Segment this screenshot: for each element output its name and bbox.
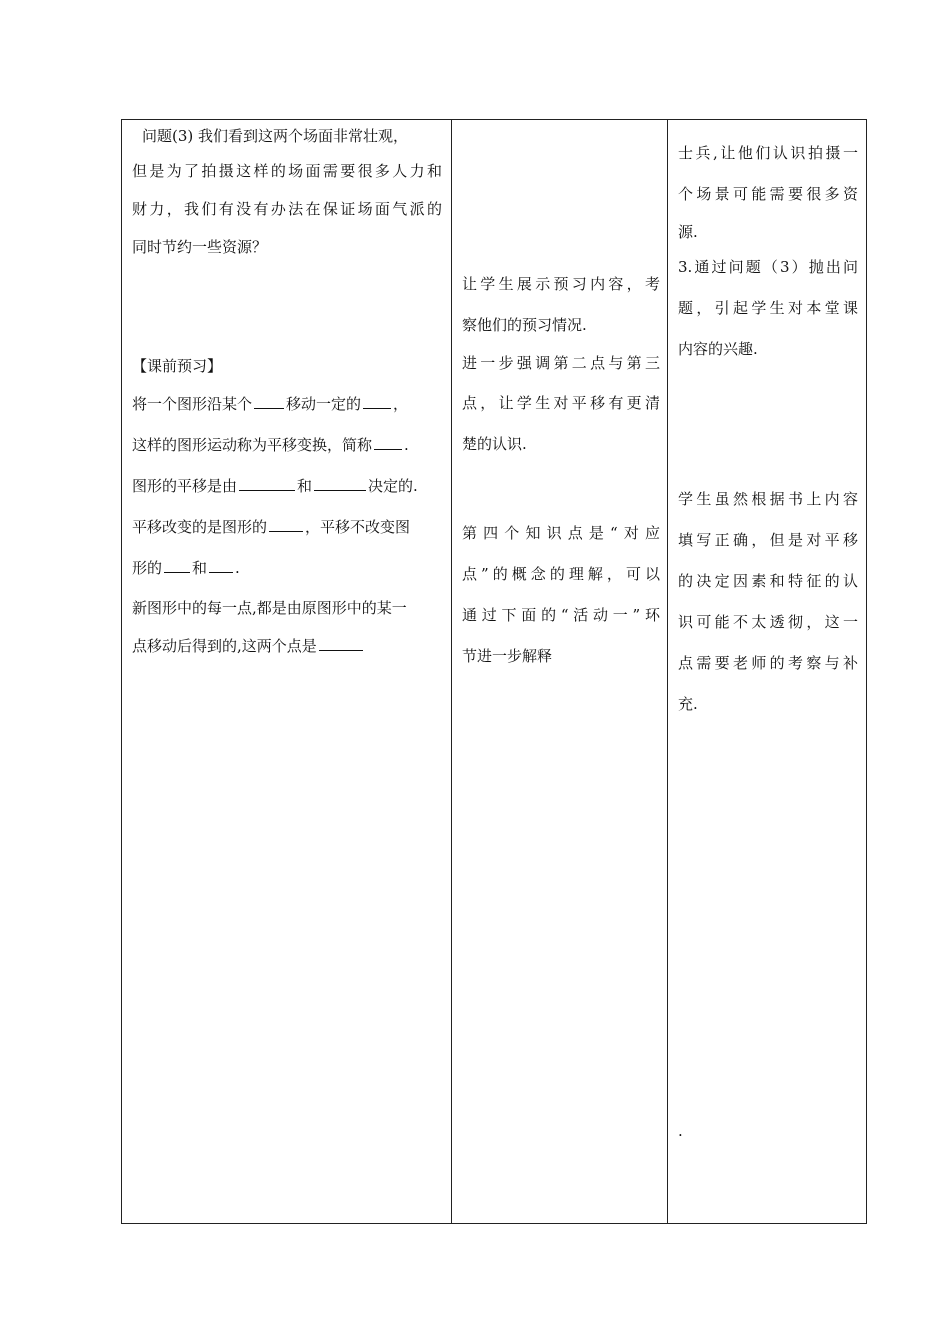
- activity-line: 第四个知识点是“对应: [462, 524, 660, 542]
- activity-line: 让学生展示预习内容，考: [462, 275, 660, 293]
- activity-line: 通过下面的“活动一”环: [462, 606, 660, 624]
- intent-line: 题，引起学生对本堂课: [678, 299, 858, 317]
- preview-line: 点移动后得到的,这两个点是: [132, 627, 442, 665]
- lesson-table: [121, 119, 867, 1224]
- intent-line: 填写正确，但是对平移: [678, 531, 858, 549]
- intent-line: 的决定因素和特征的认: [678, 572, 858, 590]
- activity-line: 点”的概念的理解，可以: [462, 565, 660, 583]
- intent-line: 识可能不太透彻，这一: [678, 613, 858, 631]
- teacher-activity-column: [452, 120, 668, 1223]
- intent-line: 源.: [678, 223, 698, 241]
- question-3-line: 但是为了拍摄这样的场面需要很多人力和: [132, 162, 442, 180]
- intent-line: 点需要老师的考察与补: [678, 654, 858, 672]
- preview-section-title: 【课前预习】: [132, 357, 223, 375]
- preview-line: 将一个图形沿某个 移动一定的 ，: [132, 395, 409, 413]
- question-3-line: 同时节约一些资源？: [132, 238, 268, 256]
- intent-line: 充.: [678, 695, 698, 713]
- activity-line: 楚的认识.: [462, 435, 527, 453]
- preview-line: 平移改变的是图形的 ，平移不改变图: [132, 518, 411, 536]
- intent-line: 士兵,让他们认识拍摄一: [678, 144, 858, 162]
- end-mark: .: [678, 1122, 683, 1140]
- activity-line: 察他们的预习情况.: [462, 316, 587, 334]
- preview-line: 这样的图形运动称为平移变换，简称 .: [132, 436, 409, 454]
- design-intent-column: [668, 120, 866, 1223]
- preview-line: 图形的平移是由 和 决定的.: [132, 477, 418, 495]
- intent-line: 学生虽然根据书上内容: [678, 490, 858, 508]
- intent-line: 3.通过问题（3）抛出问: [678, 258, 858, 276]
- preview-line: 新图形中的每一点,都是由原图形中的某一: [132, 599, 407, 617]
- content-column: [122, 120, 452, 1223]
- activity-line: 节进一步解释: [462, 647, 553, 665]
- activity-line: 点，让学生对平移有更清: [462, 394, 660, 412]
- intent-line: 内容的兴趣.: [678, 340, 758, 358]
- intent-line: 个场景可能需要很多资: [678, 185, 858, 203]
- activity-line: 进一步强调第二点与第三: [462, 354, 660, 372]
- preview-line: 形的 和 .: [132, 559, 240, 577]
- question-3-line: 财力，我们有没有办法在保证场面气派的: [132, 200, 442, 218]
- question-3-line: 问题(3) 我们看到这两个场面非常壮观，: [142, 127, 409, 145]
